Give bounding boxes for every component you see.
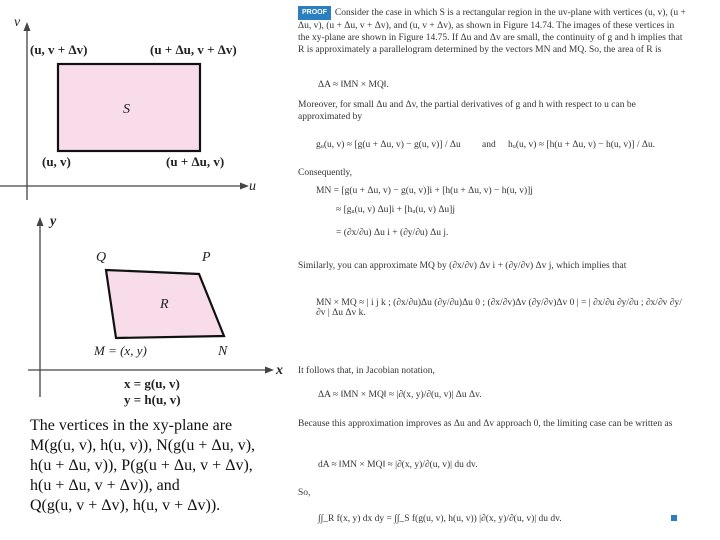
region-r-label: R: [160, 297, 169, 312]
corner-bottom-left-label: (u, v): [42, 154, 71, 169]
vertices-line-2: M(g(u, v), h(u, v)), N(g(u + Δu, v),: [30, 437, 256, 454]
equation-mn-2: ≈ [gᵤ(u, v) Δu]i + [hᵤ(u, v) Δu]j: [336, 205, 455, 215]
transform-eq-x: x = g(u, v): [124, 376, 180, 391]
vertices-description: [30, 416, 292, 516]
end-of-proof-mark: [671, 515, 677, 521]
paragraph-4: Similarly, you can approximate MQ by (∂x/∂v) Δv i + (∂y/∂v) Δv j, which implies that: [298, 261, 627, 271]
equation-final: ∫∫_R f(x, y) dx dy = ∫∫_S f(g(u, v), h(u, v)) |∂(x, y)/∂(u, v)| du dv.: [318, 514, 562, 524]
uv-plane-figure: [0, 0, 290, 205]
corner-top-left-label: (u, v + Δv): [30, 42, 88, 57]
vertices-line-4: h(u + Δu, v + Δv)), and: [30, 477, 180, 494]
paragraph-6: Because this approximation improves as Δu and Δv approach 0, the limiting case can be written as: [298, 419, 673, 429]
paragraph-2: Moreover, for small Δu and Δv, the partial derivatives of g and h with respect to u can be approximated by: [298, 100, 636, 122]
u-axis-arrow: [240, 183, 249, 190]
y-axis-label: y: [50, 214, 57, 229]
corner-top-right-label: (u + Δu, v + Δv): [150, 42, 237, 57]
proof-paragraph-1: [298, 6, 688, 56]
vertex-m-label: M = (x, y): [94, 343, 147, 358]
v-axis-arrow: [24, 22, 31, 31]
proof-paragraph-1-text: Consider the case in which S is a rectangular region in the uv-plane with vertices (u, v), (u + Δu, v), (u + Δu, v + Δv), and (u, v + Δv), as shown in Figure 14.74. The images of these vertices in the xy-plane are shown in Figure 14.75. If Δu and Δv are small, the continuity of g and h implies that R is approximately a parallelogram determined by the vectors MN and MQ. So, the area of R is: [298, 8, 686, 55]
equation-hu: hᵤ(u, v) ≈ [h(u + Δu, v) − h(u, v)] / Δu.: [508, 140, 656, 150]
region-s-label: S: [123, 102, 130, 117]
x-axis-arrow: [265, 367, 274, 374]
proof-badge: PROOF: [298, 6, 331, 20]
x-axis-label: x: [276, 363, 283, 378]
u-axis-label: u: [249, 179, 256, 194]
paragraph-3: Consequently,: [298, 168, 353, 178]
vertices-line-3: h(u + Δu, v)), P(g(u + Δu, v + Δv),: [30, 457, 253, 474]
v-axis-label: v: [14, 15, 21, 30]
equation-and: and: [482, 140, 496, 150]
y-axis-arrow: [37, 217, 44, 226]
transform-eq-y: y = h(u, v): [124, 392, 181, 407]
corner-bottom-right-label: (u + Δu, v): [166, 154, 225, 169]
equation-mn-3: = (∂x/∂u) Δu i + (∂y/∂u) Δu j.: [336, 228, 449, 238]
paragraph-5: It follows that, in Jacobian notation,: [298, 366, 435, 376]
equation-area: ΔA ≈ ‖MN × MQ‖.: [318, 80, 389, 90]
equation-jacobian: ΔA ≈ ‖MN × MQ‖ ≈ |∂(x, y)/∂(u, v)| Δu Δv.: [318, 390, 482, 400]
equation-dA: dA ≈ ‖MN × MQ‖ ≈ |∂(x, y)/∂(u, v)| du dv.: [318, 460, 478, 470]
equation-gu: gᵤ(u, v) ≈ [g(u + Δu, v) − g(u, v)] / Δu: [316, 140, 461, 150]
vertices-line-1: The vertices in the xy-plane are: [30, 417, 233, 434]
paragraph-7: So,: [298, 488, 311, 498]
vertex-n-label: N: [218, 344, 228, 359]
vertex-q-label: Q: [96, 250, 107, 265]
xy-plane-figure: [0, 205, 290, 410]
vertex-p-label: P: [202, 250, 211, 265]
vertices-line-5: Q(g(u, v + Δv), h(u, v + Δv)).: [30, 497, 221, 514]
equation-mn-1: MN = [g(u + Δu, v) − g(u, v)]i + [h(u + Δu, v) − h(u, v)]j: [316, 186, 533, 196]
equation-cross-product: MN × MQ ≈ | i j k ; (∂x/∂u)Δu (∂y/∂u)Δu 0 ; (∂x/∂v)Δv (∂y/∂v)Δv 0 | = | ∂x/∂u ∂y/∂u ; ∂x/∂v ∂y/∂v | Δu Δv k.: [316, 298, 682, 318]
